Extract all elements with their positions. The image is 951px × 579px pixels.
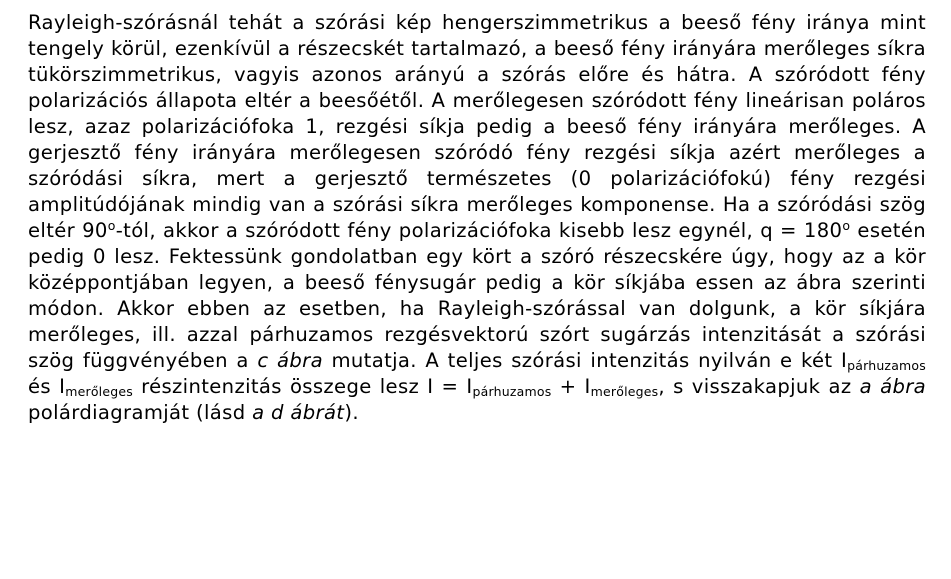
degree-symbol: o [107, 218, 116, 233]
body-paragraph [28, 10, 926, 426]
text-segment: -tól, akkor a szóródott fény polarizációfoka kisebb lesz egynél, q = 180 [115, 219, 843, 242]
text-segment: ). [344, 401, 359, 424]
figure-reference-d: a d ábrát [252, 401, 345, 424]
text-segment: Rayleigh-szórásnál tehát a szórási kép hengerszimmetrikus a beeső fény iránya mint tengely körül, ezenkívül a részecskét tartalmazó, a beeső fény irányára merőleges síkra tükörszimmetrikus, vagyis azonos arányú a szórás előre és hátra. A szóródott fény polarizációs állapota eltér a beesőétől. A merőlegesen szóródott fény lineárisan poláros lesz, azaz polarizációfoka 1, rezgési síkja pedig a beeső fény irányára merőleges. A gerjesztő fény irányára merőlegesen szóródó fény rezgési síkja azért merőleges a szóródási síkra, mert a gerjesztő természetes (0 polarizációfokú) fény rezgési amplitúdójának mindig van a szórási síkra merőleges komponense. Ha a szóródási szög eltér 90 [28, 11, 926, 242]
text-segment: polárdiagramját (lásd [28, 401, 253, 424]
subscript-perpendicular: merőleges [65, 384, 133, 399]
text-segment: és I [28, 375, 66, 398]
text-segment: , s visszakapjuk az [658, 375, 860, 398]
subscript-parallel: párhuzamos [472, 384, 552, 399]
subscript-perpendicular: merőleges [590, 384, 659, 399]
text-segment: mutatja. A teljes szórási intenzitás nyilván e két I [322, 349, 848, 372]
degree-symbol: o [842, 218, 851, 233]
text-segment: + I [551, 375, 591, 398]
figure-reference-c: c ábra [257, 349, 323, 372]
subscript-parallel: párhuzamos [847, 358, 926, 373]
text-segment: esetén pedig 0 lesz. Fektessünk gondolatban egy kört a szóró részecskére úgy, hogy az a kör középpontjában legyen, a beeső fénysugár pedig a kör síkjába essen az ábra szerinti módon. Akkor ebben az esetben, ha Rayleigh-szórással van dolgunk, a kör síkjára merőleges, ill. azzal párhuzamos rezgésvektorú szórt sugárzás intenzitását a szórási szög függvényében a [28, 219, 926, 372]
text-segment: részintenzitás összege lesz I = I [132, 375, 473, 398]
figure-reference-a: a ábra [859, 375, 927, 398]
